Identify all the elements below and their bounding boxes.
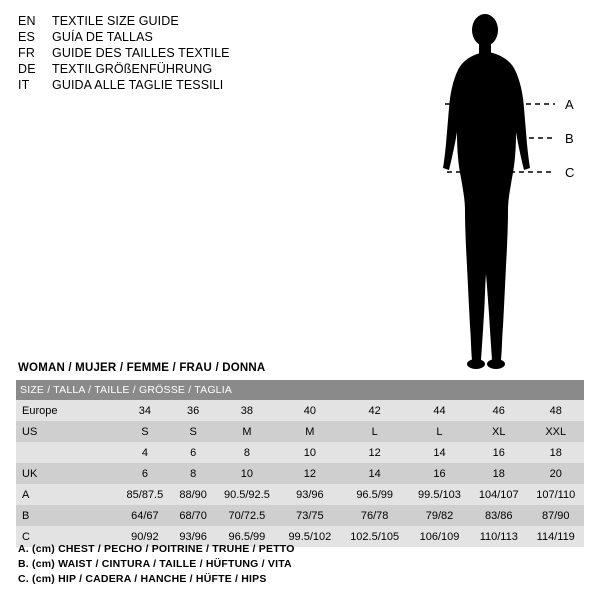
table-cell: M <box>279 421 340 442</box>
measurement-legend <box>18 543 578 588</box>
language-code: DE <box>18 62 36 76</box>
table-cell: 4 <box>118 442 172 463</box>
language-code: FR <box>18 46 36 60</box>
table-cell: 70/72.5 <box>215 505 280 526</box>
table-cell: 6 <box>118 463 172 484</box>
table-cell: 18 <box>527 442 584 463</box>
table-cell: 12 <box>340 442 408 463</box>
silhouette-shape <box>443 14 530 369</box>
table-cell: 93/96 <box>172 526 215 547</box>
table-cell: 102.5/105 <box>340 526 408 547</box>
row-label: Europe <box>16 400 118 421</box>
table-cell: 12 <box>279 463 340 484</box>
table-header-row <box>16 380 584 400</box>
language-title: GUÍA DE TALLAS <box>52 30 153 44</box>
legend-item-c: C. (cm) HIP / CADERA / HANCHE / HÜFTE / HIPS <box>18 573 267 585</box>
table-row <box>16 463 584 484</box>
table-cell: 107/110 <box>527 484 584 505</box>
table-row <box>16 421 584 442</box>
table-cell: 14 <box>409 442 470 463</box>
table-cell: 79/82 <box>409 505 470 526</box>
title-row <box>18 78 348 92</box>
row-label: A <box>16 484 118 505</box>
title-row <box>18 46 348 60</box>
table-cell: 46 <box>470 400 527 421</box>
marker-label-a: A <box>565 97 574 112</box>
table-cell: 76/78 <box>340 505 408 526</box>
table-cell: 88/90 <box>172 484 215 505</box>
table-cell: 93/96 <box>279 484 340 505</box>
table-cell: 38 <box>215 400 280 421</box>
language-title: TEXTILE SIZE GUIDE <box>52 14 179 28</box>
female-silhouette-figure <box>395 8 595 378</box>
table-cell: 68/70 <box>172 505 215 526</box>
table-cell: 36 <box>172 400 215 421</box>
table-cell: 48 <box>527 400 584 421</box>
table-header-label: SIZE / TALLA / TAILLE / GRÖSSE / TAGLIA <box>16 380 584 400</box>
title-row <box>18 62 348 76</box>
table-cell: 64/67 <box>118 505 172 526</box>
table-row <box>16 484 584 505</box>
table-cell: 18 <box>470 463 527 484</box>
table-cell: 99.5/103 <box>409 484 470 505</box>
language-code: ES <box>18 30 36 44</box>
table-row <box>16 400 584 421</box>
marker-label-b: B <box>565 131 574 146</box>
section-heading-woman: WOMAN / MUJER / FEMME / FRAU / DONNA <box>18 362 266 374</box>
language-title: GUIDA ALLE TAGLIE TESSILI <box>52 78 224 92</box>
table-cell: 96.5/99 <box>340 484 408 505</box>
table-cell: M <box>215 421 280 442</box>
size-table <box>16 380 584 547</box>
table-cell: 110/113 <box>470 526 527 547</box>
table-cell: 8 <box>172 463 215 484</box>
legend-item-a: A. (cm) CHEST / PECHO / POITRINE / TRUHE / PETTO <box>18 543 295 555</box>
language-code: EN <box>18 14 36 28</box>
table-cell: 99.5/102 <box>279 526 340 547</box>
row-label: UK <box>16 463 118 484</box>
table-cell: 96.5/99 <box>215 526 280 547</box>
row-label: C <box>16 526 118 547</box>
table-cell: 16 <box>409 463 470 484</box>
table-cell: 10 <box>279 442 340 463</box>
table-cell: 87/90 <box>527 505 584 526</box>
table-cell: XL <box>470 421 527 442</box>
table-cell: 114/119 <box>527 526 584 547</box>
table-cell: 44 <box>409 400 470 421</box>
table-cell: 90/92 <box>118 526 172 547</box>
table-row <box>16 442 584 463</box>
table-cell: 90.5/92.5 <box>215 484 280 505</box>
language-title: TEXTILGRÖßENFÜHRUNG <box>52 62 213 76</box>
table-cell: S <box>118 421 172 442</box>
table-cell: L <box>340 421 408 442</box>
table-cell: 42 <box>340 400 408 421</box>
table-cell: 83/86 <box>470 505 527 526</box>
table-cell: 34 <box>118 400 172 421</box>
table-cell: 104/107 <box>470 484 527 505</box>
title-row <box>18 30 348 44</box>
row-label: B <box>16 505 118 526</box>
table-cell: 40 <box>279 400 340 421</box>
table-cell: 106/109 <box>409 526 470 547</box>
table-cell: 73/75 <box>279 505 340 526</box>
table-row <box>16 505 584 526</box>
table-cell: 20 <box>527 463 584 484</box>
marker-label-c: C <box>565 165 575 180</box>
table-cell: 10 <box>215 463 280 484</box>
table-cell: 8 <box>215 442 280 463</box>
row-label: US <box>16 421 118 442</box>
row-label <box>16 442 118 463</box>
table-cell: 6 <box>172 442 215 463</box>
table-cell: XXL <box>527 421 584 442</box>
language-title: GUIDE DES TAILLES TEXTILE <box>52 46 230 60</box>
table-cell: 85/87.5 <box>118 484 172 505</box>
language-code: IT <box>18 78 30 92</box>
table-cell: S <box>172 421 215 442</box>
table-cell: 14 <box>340 463 408 484</box>
table-cell: 16 <box>470 442 527 463</box>
table-cell: L <box>409 421 470 442</box>
title-row <box>18 14 348 28</box>
language-title-block <box>18 14 348 94</box>
legend-item-b: B. (cm) WAIST / CINTURA / TAILLE / HÜFTUNG / VITA <box>18 558 292 570</box>
